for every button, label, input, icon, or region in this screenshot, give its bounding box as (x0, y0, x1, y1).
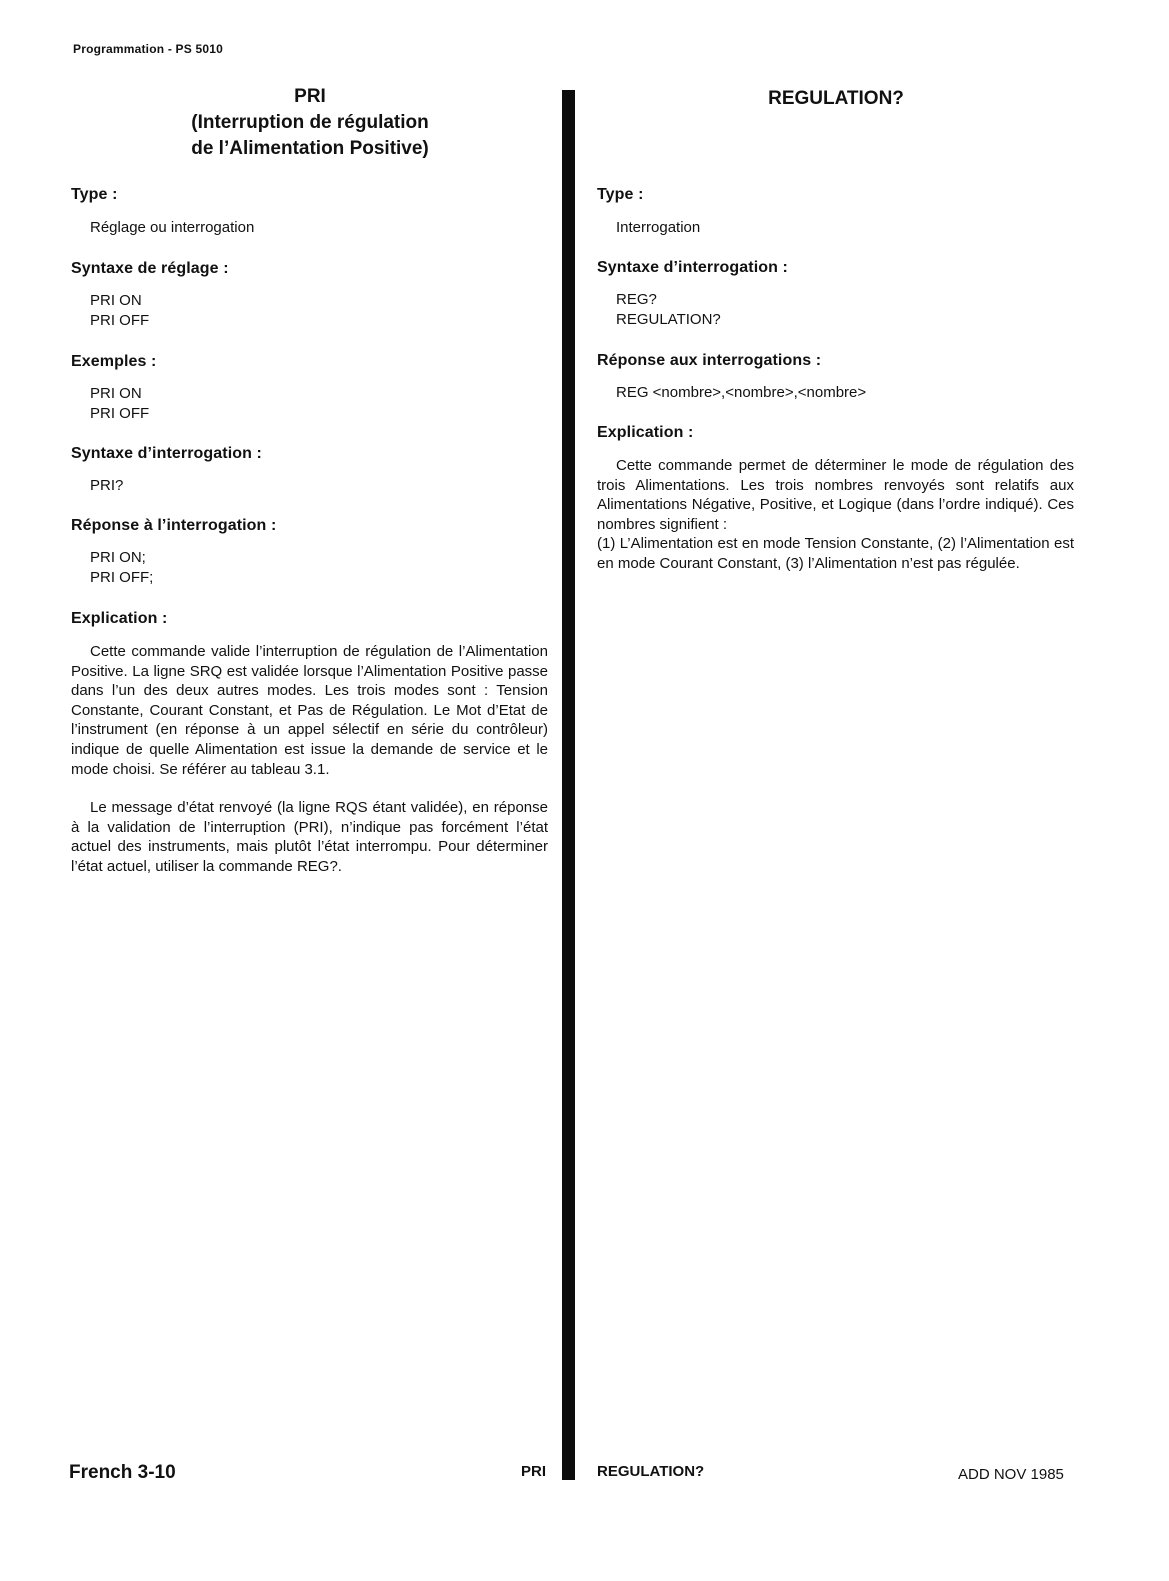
left-explanation-body (71, 642, 548, 877)
left-example-1: PRI ON (90, 385, 142, 402)
left-title-line-1: PRI (294, 86, 326, 107)
left-set-syntax-values (71, 291, 568, 331)
right-query-syntax-values (597, 290, 1094, 330)
right-explanation-label: Explication : (597, 424, 694, 441)
left-title (71, 84, 549, 162)
right-title: REGULATION? (768, 88, 904, 109)
left-query-syntax-label: Syntaxe d’interrogation : (71, 445, 262, 462)
left-query-response-values (71, 548, 568, 588)
right-query-syntax-label: Syntaxe d’interrogation : (597, 259, 788, 276)
footer-left-key: PRI (521, 1463, 547, 1480)
left-type-value: Réglage ou interrogation (90, 219, 255, 236)
right-explanation-body (597, 456, 1074, 574)
left-title-line-3: de l’Alimentation Positive) (191, 138, 429, 159)
left-query-response-1: PRI ON; (90, 549, 146, 566)
right-type-value: Interrogation (616, 219, 701, 236)
right-query-response-label: Réponse aux interrogations : (597, 352, 822, 369)
footer-right-key: REGULATION? (597, 1463, 705, 1480)
left-query-response-2: PRI OFF; (90, 569, 154, 586)
left-set-syntax-label: Syntaxe de réglage : (71, 260, 229, 277)
right-explanation-paragraph-2: (1) L’Alimentation est en mode Tension Constante, (2) l’Alimentation est en mode Courant Constant, (3) l’Alimentation n’est pas régulée. (597, 535, 1074, 572)
left-example-2: PRI OFF (90, 405, 150, 422)
running-head: Programmation - PS 5010 (73, 42, 223, 56)
left-examples-label: Exemples : (71, 353, 157, 370)
left-type-label: Type : (71, 186, 118, 203)
right-explanation-paragraph-1: Cette commande permet de déterminer le mode de régulation des trois Alimentations. Les trois nombres renvoyés sont relatifs aux Alimentations Négative, Positive, et Logique (dans l’ordre indiqué). Ces nombres signifient : (597, 457, 1074, 533)
left-explanation-label: Explication : (71, 610, 168, 627)
footer-date: ADD NOV 1985 (958, 1466, 1064, 1483)
right-query-syntax-value-1: REG? (616, 291, 657, 308)
left-explanation-paragraph-1: Cette commande valide l’interruption de régulation de l’Alimentation Positive. La ligne SRQ est validée lorsque l’Alimentation Positive passe dans l’un des deux autres modes. Les trois modes sont : Tension Constante, Courant Constant, et Pas de Régulation. Le Mot d’Etat de l’instrument (en réponse à un appel sélectif en série du contrôleur) indique de quelle Alimentation est issue la demande de service et le mode choisi. Se référer au tableau 3.1. (71, 643, 548, 778)
left-set-syntax-value-1: PRI ON (90, 292, 142, 309)
left-query-syntax-value: PRI? (90, 477, 124, 494)
footer-page-number: French 3-10 (69, 1462, 176, 1483)
right-query-syntax-value-2: REGULATION? (616, 311, 721, 328)
left-explanation-paragraph-2: Le message d’état renvoyé (la ligne RQS étant validée), en réponse à la validation de l’interruption (PRI), n’indique pas forcément l’état actuel des instruments, mais plutôt l’état interrompu. Pour déterminer l’état actuel, utiliser la commande REG?. (71, 799, 548, 875)
left-examples-values (71, 384, 568, 424)
right-type-label: Type : (597, 186, 644, 203)
left-set-syntax-value-2: PRI OFF (90, 312, 150, 329)
left-title-line-2: (Interruption de régulation (191, 112, 429, 133)
right-query-response-value: REG <nombre>,<nombre>,<nombre> (616, 384, 867, 401)
left-query-response-label: Réponse à l’interrogation : (71, 517, 277, 534)
